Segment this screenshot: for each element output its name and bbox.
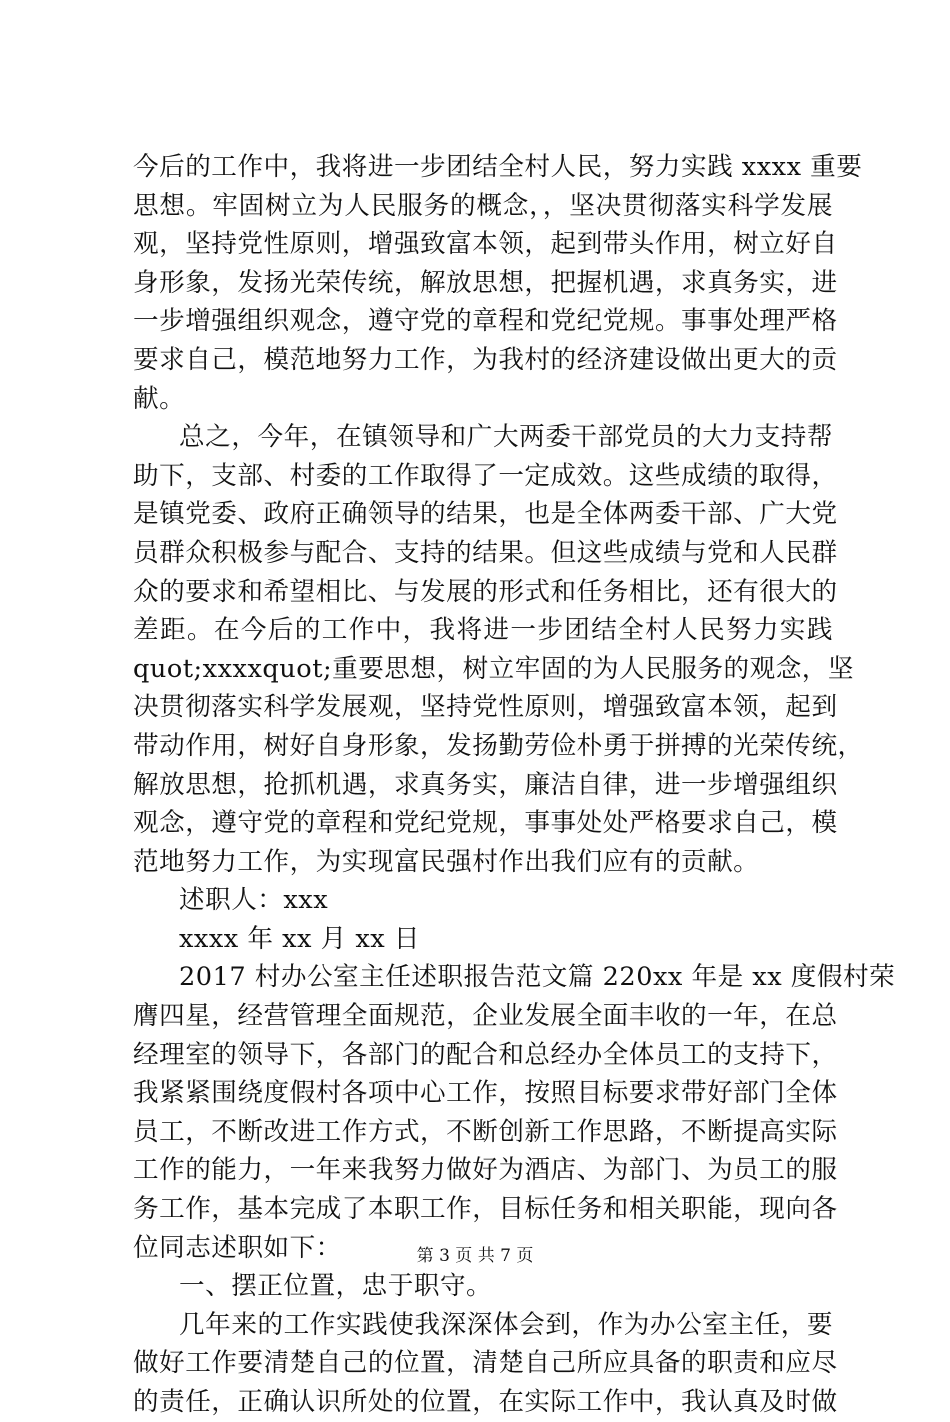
text-line: 观，坚持党性原则，增强致富本领，起到带头作用，树立好自 (133, 229, 838, 260)
text-line: 员群众积极参与配合、支持的结果。但这些成绩与党和人民群 (133, 537, 838, 568)
document-body (133, 148, 896, 1422)
section-heading: 一、摆正位置，忠于职守。 (179, 1271, 493, 1302)
text-line: 身形象，发扬光荣传统，解放思想，把握机遇，求真务实，进 (133, 267, 838, 298)
text-line: 助下，支部、村委的工作取得了一定成效。这些成绩的取得， (133, 460, 838, 491)
text-line: 要求自己，模范地努力工作，为我村的经济建设做出更大的贡 (133, 344, 838, 375)
page-number-footer: 第 3 页 共 7 页 (416, 1246, 534, 1266)
text-line: 经理室的领导下，各部门的配合和总经办全体员工的支持下， (133, 1039, 838, 1070)
text-line: 观念，遵守党的章程和党纪党规，事事处处严格要求自己，模 (133, 808, 838, 839)
text-line: 众的要求和希望相比、与发展的形式和任务相比，还有很大的 (133, 576, 838, 607)
paragraph-start-line: 几年来的工作实践使我深深体会到，作为办公室主任，要 (179, 1309, 833, 1340)
text-line: 决贯彻落实科学发展观，坚持党性原则，增强致富本领，起到 (133, 692, 838, 723)
text-line: 差距。在今后的工作中，我将进一步团结全村人民努力实践 (133, 615, 833, 646)
text-line: quot;xxxxquot;重要思想，树立牢固的为人民服务的观念，坚 (133, 653, 854, 684)
text-line: 膺四星，经营管理全面规范，企业发展全面丰收的一年，在总 (133, 1001, 838, 1032)
text-line: 务工作，基本完成了本职工作，目标任务和相关职能，现向各 (133, 1194, 838, 1225)
text-line: 工作的能力，一年来我努力做好为酒店、为部门、为员工的服 (133, 1155, 838, 1186)
text-line: 员工，不断改进工作方式，不断创新工作思路，不断提高实际 (133, 1116, 838, 1147)
paragraph-start-line: 总之，今年，在镇领导和广大两委干部党员的大力支持帮 (179, 422, 833, 453)
text-line: 的责任，正确认识所处的位置，在实际工作中，我认真及时做 (133, 1387, 838, 1417)
text-line: 解放思想，抢抓机遇，求真务实，廉洁自律，进一步增强组织 (133, 769, 838, 800)
text-line: 我紧紧围绕度假村各项中心工作，按照目标要求带好部门全体 (133, 1078, 838, 1109)
text-line: 范地努力工作，为实现富民强村作出我们应有的贡献。 (133, 846, 760, 877)
text-line: 带动作用，树好自身形象，发扬勤劳俭朴勇于拼搏的光荣传统， (133, 730, 864, 761)
paragraph-start-line: 2017 村办公室主任述职报告范文篇 220xx 年是 xx 度假村荣 (179, 962, 896, 993)
text-line: 位同志述职如下： (133, 1232, 342, 1263)
text-line: 今后的工作中，我将进一步团结全村人民，努力实践 xxxx 重要 (133, 152, 863, 182)
text-line: 做好工作要清楚自己的位置，清楚自己所应具备的职责和应尽 (133, 1348, 838, 1379)
text-line: 思想。牢固树立为人民服务的概念，，坚决贯彻落实科学发展 (133, 190, 833, 221)
text-line: 献。 (133, 383, 186, 414)
reporter-line: 述职人：xxx (179, 885, 329, 916)
text-line: 是镇党委、政府正确领导的结果，也是全体两委干部、广大党 (133, 499, 838, 530)
text-line: 一步增强组织观念，遵守党的章程和党纪党规。事事处理严格 (133, 306, 838, 337)
date-line: xxxx 年 xx 月 xx 日 (179, 923, 420, 954)
